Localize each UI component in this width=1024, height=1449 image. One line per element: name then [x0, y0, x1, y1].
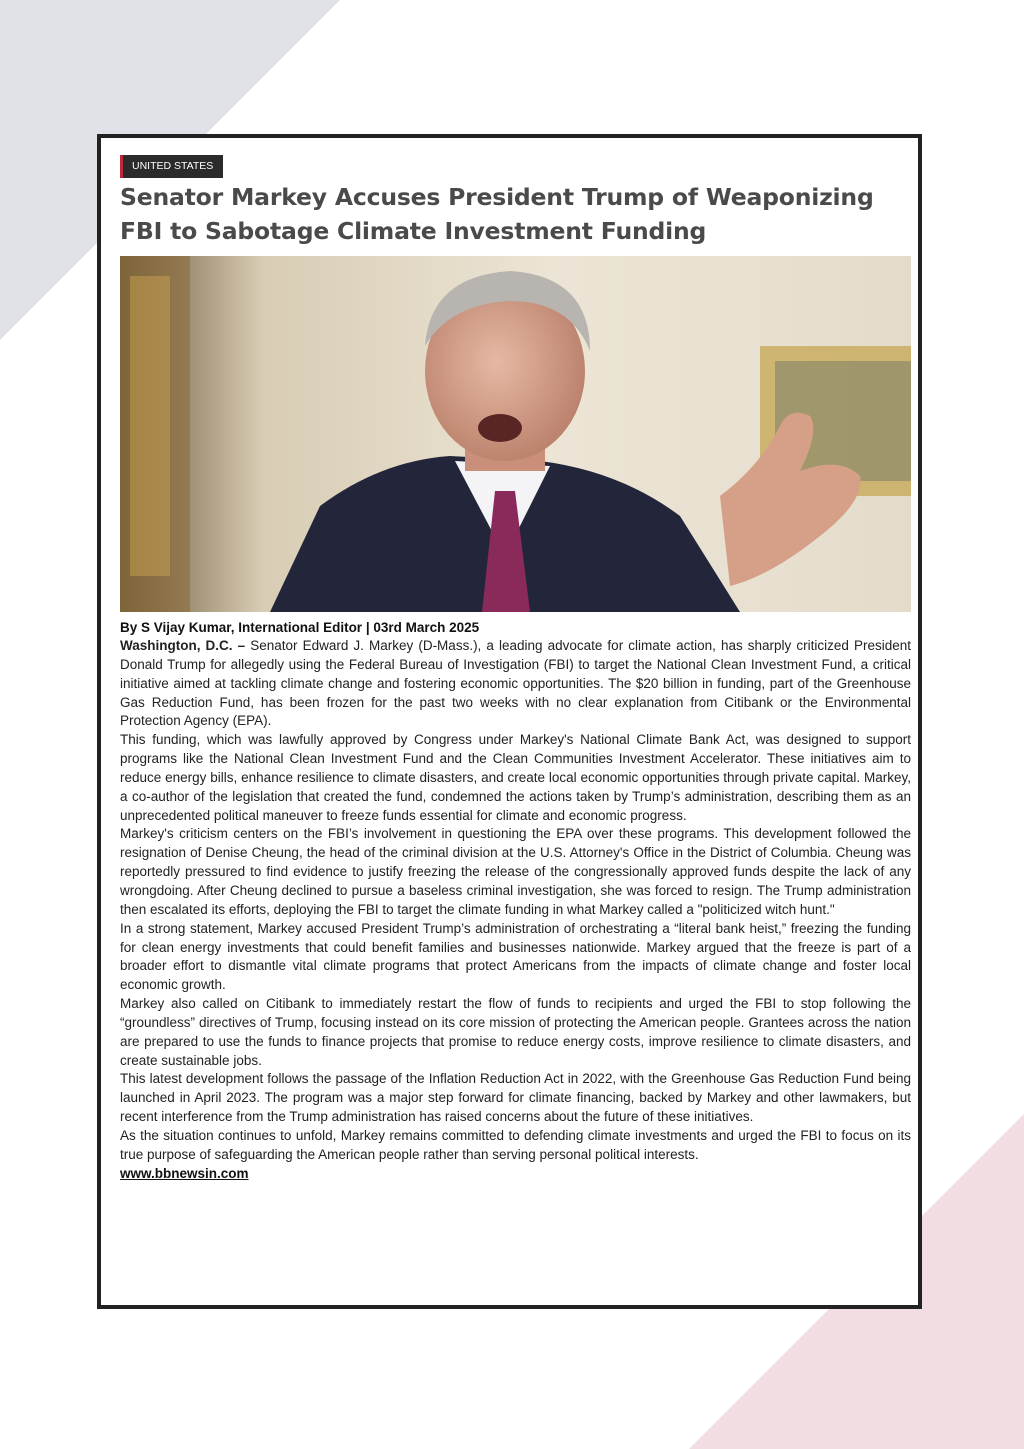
article-paragraph: Markey's criticism centers on the FBI’s involvement in questioning the EPA over these programs. This development followed the resignation of Denise Cheung, the head of the criminal division at the U.S. Attorney's Office in the District of Columbia. Cheung was reportedly pressured to find evidence to justify freezing the release of the congressionally approved funds despite the lack of any wrongdoing. After Cheung declined to pursue a baseless criminal investigation, she was forced to resign. The Trump administration then escalated its efforts, deploying the FBI to target the climate funding in what Markey called a "politicized witch hunt." [120, 826, 911, 917]
category-tag[interactable]: UNITED STATES [120, 155, 223, 178]
article-byline: By S Vijay Kumar, International Editor | 03rd March 2025 [120, 620, 480, 635]
article-paragraph: In a strong statement, Markey accused President Trump’s administration of orchestrating a “literal bank heist,” freezing the funding for clean energy investments that could benefit families and businesses nationwide. Markey argued that the freeze is part of a broader effort to dismantle vital climate programs that protect Americans from the impacts of climate change and foster local economic growth. [120, 920, 911, 993]
article-body [120, 637, 911, 1183]
article-title: Senator Markey Accuses President Trump of Weaponizing FBI to Sabotage Climate Investment Funding [120, 183, 874, 245]
article-paragraph: Markey also called on Citibank to immediately restart the flow of funds to recipients and urged the FBI to stop following the “groundless” directives of Trump, focusing instead on its core mission of protecting the American people. Grantees across the nation are prepared to use the funds to finance projects that promise to reduce energy costs, improve resilience to climate disasters, and create sustainable jobs. [120, 996, 911, 1068]
article-paragraph: As the situation continues to unfold, Markey remains committed to defending climate investments and urged the FBI to focus on its true purpose of safeguarding the American people rather than serving personal political interests. [120, 1127, 911, 1162]
article-paragraph: This latest development follows the passage of the Inflation Reduction Act in 2022, with the Greenhouse Gas Reduction Fund being launched in April 2023. The program was a major step forward for climate financing, backed by Markey and other lawmakers, but recent interference from the Trump administration has raised concerns about the future of these initiatives. [120, 1071, 911, 1125]
article-paragraph: This funding, which was lawfully approved by Congress under Markey's National Climate Bank Act, was designed to support programs like the National Clean Investment Fund and the Clean Communities Investment Accelerator. These initiatives aim to reduce energy bills, enhance resilience to climate disasters, and create local economic opportunities through private capital. Markey, a co-author of the legislation that created the fund, condemned the actions taken by Trump’s administration, describing them as an unprecedented political maneuver to freeze funds essential for climate and economic progress. [120, 732, 911, 823]
article-paragraph: Washington, D.C. – Senator Edward J. Markey (D-Mass.), a leading advocate for climate action, has sharply criticized President Donald Trump for allegedly using the Federal Bureau of Investigation (FBI) to target the National Clean Investment Fund, a critical initiative aimed at tackling climate change and fostering economic opportunities. The $20 billion in funding, part of the Greenhouse Gas Reduction Fund, has been frozen for the past two weeks with no clear explanation from Citibank or the Environmental Protection Agency (EPA). [120, 638, 911, 729]
website-link[interactable]: www.bbnewsin.com [120, 1165, 249, 1181]
article-card [97, 134, 922, 1309]
dateline: Washington, D.C. – [120, 638, 246, 653]
article-photo [120, 256, 911, 612]
